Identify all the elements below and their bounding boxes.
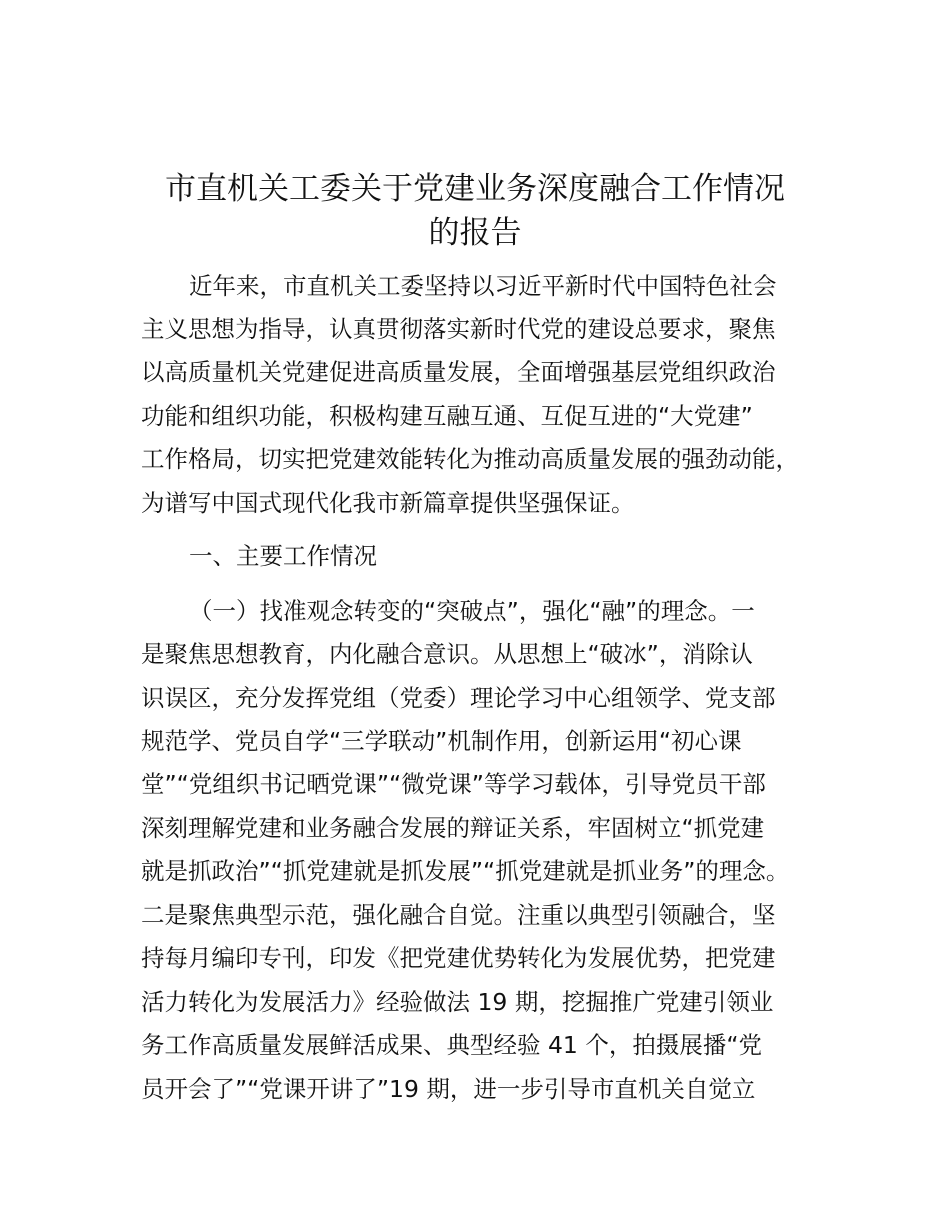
intro-line-2: 主义思想为指导，认真贯彻落实新时代党的建设总要求，聚焦	[141, 315, 776, 343]
intro-line-3: 以高质量机关党建促进高质量发展，全面增强基层党组织政治	[141, 358, 776, 386]
document-title-line-1: 市直机关工委关于党建业务深度融合工作情况	[165, 171, 785, 207]
section-line-4: 规范学、党员自学“三学联动”机制作用，创新运用“初心课	[141, 727, 742, 755]
intro-line-5: 工作格局，切实把党建效能转化为推动高质量发展的强劲动能，	[141, 445, 799, 473]
section-line-8: 二是聚焦典型示范，强化融合自觉。注重以典型引领融合，坚	[141, 901, 776, 929]
section-heading: 一、主要工作情况	[189, 542, 377, 570]
intro-line-6: 为谱写中国式现代化我市新篇章提供坚强保证。	[141, 489, 635, 517]
intro-line-4: 功能和组织功能，积极构建互融互通、互促互进的“大党建”	[141, 402, 753, 430]
section-line-7: 就是抓政治”“抓党建就是抓发展”“抓党建就是抓业务”的理念。	[141, 857, 790, 885]
section-line-2: 是聚焦思想教育，内化融合意识。从思想上“破冰”，消除认	[141, 640, 753, 668]
section-line-3: 识误区，充分发挥党组（党委）理论学习中心组领学、党支部	[141, 684, 776, 712]
section-line-1: （一）找准观念转变的“突破点”，强化“融”的理念。一	[189, 597, 755, 625]
section-line-11: 务工作高质量发展鲜活成果、典型经验 41 个，拍摄展播“党	[141, 1031, 763, 1059]
intro-line-1: 近年来，市直机关工委坚持以习近平新时代中国特色社会	[189, 272, 777, 300]
document-title-line-2: 的报告	[428, 215, 522, 251]
section-line-10: 活力转化为发展活力》经验做法 19 期，挖掘推广党建引领业	[141, 988, 774, 1016]
section-line-9: 持每月编印专刊，印发《把党建优势转化为发展优势，把党建	[141, 944, 776, 972]
section-line-6: 深刻理解党建和业务融合发展的辩证关系，牢固树立“抓党建	[141, 814, 765, 842]
section-line-12: 员开会了”“党课开讲了”19 期，进一步引导市直机关自觉立	[141, 1075, 756, 1103]
section-line-5: 堂”“党组织书记晒党课”“微党课”等学习载体，引导党员干部	[141, 770, 766, 798]
